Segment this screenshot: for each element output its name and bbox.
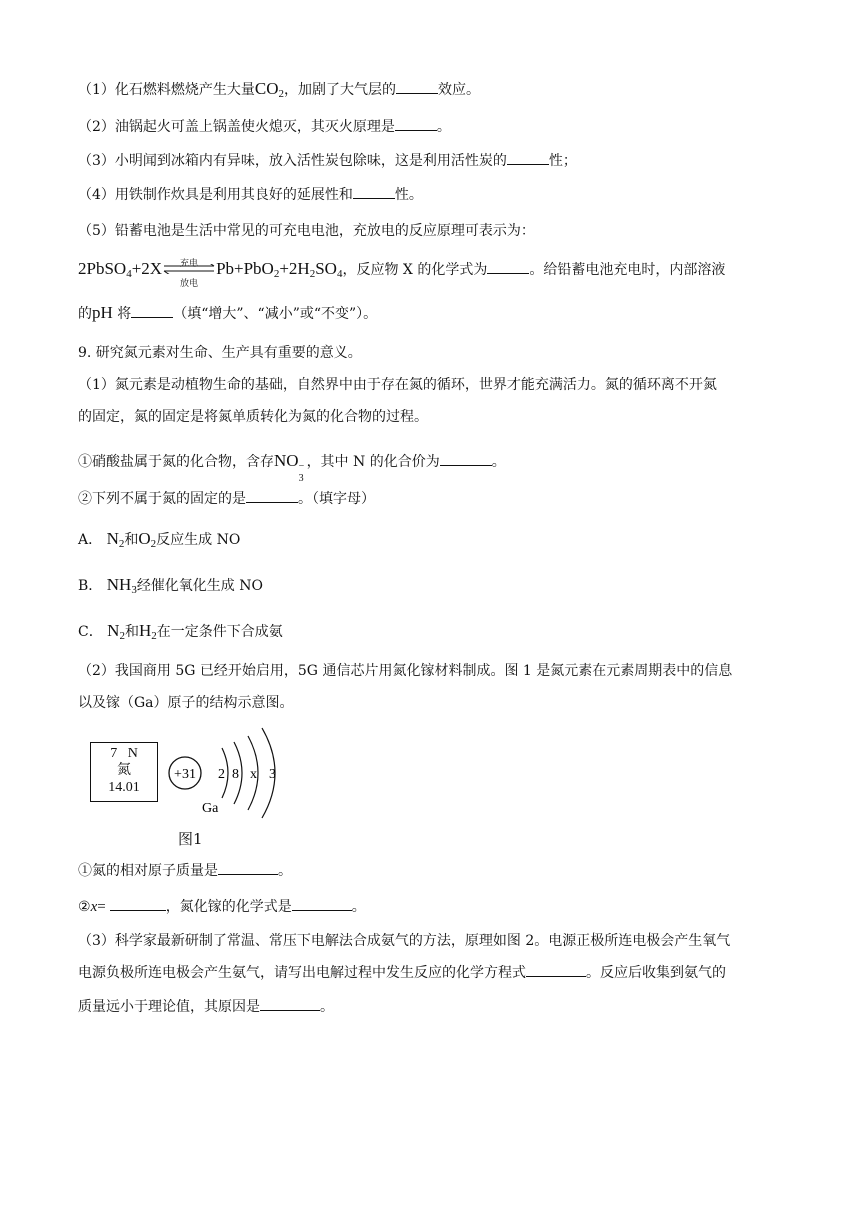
q9-p3-line3 — [78, 996, 334, 1018]
eq-text-2: 。给铅蓄电池充电时，内部溶液 — [529, 262, 726, 278]
q9-p3-line1: （3）科学家最新研制了常温、常压下电解法合成氨气的方法，原理如图 2。电源正极所连电极会产生氧气 — [78, 933, 731, 949]
periodic-table-cell — [90, 742, 158, 802]
q1-end: 效应。 — [438, 82, 481, 98]
option-c-label: C． — [78, 624, 103, 640]
shell-count-2: 8 — [232, 767, 239, 782]
nucleus-charge: +31 — [174, 767, 196, 782]
x-variable: x — [90, 899, 98, 915]
question-5-4 — [78, 184, 423, 206]
figure-1-caption: 图1 — [178, 830, 203, 848]
ph-pre: 的 — [78, 306, 92, 322]
s2-pre: ②下列不属于氮的固定的是 — [78, 491, 246, 507]
equation-rhs: $Pb+PbO_2+2H_2SO_4$ — [216, 259, 343, 280]
q9-p2-line2: 以及镓（Ga）原子的结构示意图。 — [78, 695, 294, 711]
question-9-title: 9. 研究氮元素对生命、生产具有重要的意义。 — [78, 345, 362, 361]
eq-text: ，反应物 X 的化学式为 — [342, 262, 488, 278]
p3c-end: 。 — [320, 999, 334, 1015]
q9-sub1 — [78, 450, 506, 484]
s1-end: 。 — [491, 454, 506, 470]
ph-end: （填“增大”、“减小”或“不变”）。 — [173, 306, 378, 322]
q1-text: （1）化石燃料燃烧产生大量 — [78, 82, 255, 98]
answer-blank[interactable] — [260, 998, 320, 1011]
a2-end: 。 — [351, 899, 366, 915]
q2-end: 。 — [436, 119, 451, 135]
question-5-1 — [78, 78, 480, 105]
question-5-3 — [78, 150, 577, 172]
n2-formula: $N_2$ — [106, 529, 125, 550]
reversible-arrow-icon — [162, 259, 216, 289]
answer-blank[interactable] — [487, 261, 529, 274]
answer-blank[interactable] — [218, 862, 278, 875]
option-a-label: A． — [78, 532, 103, 548]
option-b-text: 经催化氧化生成 NO — [136, 578, 263, 594]
n2-formula: $N_2$ — [107, 621, 125, 642]
q9-a2 — [78, 896, 366, 918]
q9-sub2 — [78, 488, 375, 510]
option-a-text: 反应生成 NO — [156, 532, 241, 548]
ph-symbol: pH — [92, 303, 113, 322]
atom-label: Ga — [202, 801, 219, 816]
answer-blank[interactable] — [396, 81, 438, 94]
ph-line — [78, 302, 377, 325]
q9-p3-line2 — [78, 962, 726, 984]
equation-lhs: 2PbSO$_4$+2X — [78, 259, 163, 280]
s2-end: 。（填字母） — [298, 491, 375, 507]
q9-p1-line2: 的固定，氮的固定是将氮单质转化为氮的化合物的过程。 — [78, 409, 428, 425]
q4-text: （4）用铁制作炊具是利用其良好的延展性和 — [78, 187, 353, 203]
a2-pre: ② — [78, 899, 91, 915]
question-5-5 — [78, 220, 535, 242]
q5-text: （5）铅蓄电池是生活中常见的可充电电池，充放电的反应原理可表示为： — [78, 223, 535, 239]
a1-pre: ①氮的相对原子质量是 — [78, 863, 218, 879]
atomic-mass: 14.01 — [108, 780, 140, 795]
atomic-number: 7 — [110, 746, 118, 761]
shell-count-4: 3 — [269, 767, 276, 782]
answer-blank[interactable] — [110, 898, 166, 911]
q3-end: 性； — [548, 153, 577, 169]
h2-formula: $H_2$ — [138, 621, 157, 642]
answer-blank[interactable] — [131, 305, 173, 318]
charge-label: 充电 — [180, 259, 199, 269]
option-a[interactable] — [78, 528, 240, 555]
option-c[interactable] — [78, 620, 283, 647]
answer-blank[interactable] — [507, 152, 549, 165]
p3b-pre: 电源负极所连电极会产生氨气，请写出电解过程中发生反应的化学方程式 — [78, 965, 526, 981]
option-c-text: 在一定条件下合成氨 — [156, 624, 283, 640]
answer-blank[interactable] — [353, 186, 395, 199]
element-name: 氮 — [117, 763, 131, 778]
s1-post: ，其中 N 的化合价为 — [306, 454, 440, 470]
s1-pre: ①硝酸盐属于氮的化合物，含存 — [78, 454, 274, 470]
answer-blank[interactable] — [526, 964, 586, 977]
shell-count-x: x — [250, 767, 257, 782]
answer-blank[interactable] — [292, 898, 352, 911]
option-b[interactable] — [78, 574, 263, 601]
ph-post: 将 — [117, 306, 132, 322]
q1-text-2: ，加剧了大气层的 — [284, 82, 397, 98]
p3c-pre: 质量远小于理论值，其原因是 — [78, 999, 260, 1015]
q3-text: （3）小明闻到冰箱内有异味，放入活性炭包除味，这是利用活性炭的 — [78, 153, 507, 169]
gallium-atom-diagram — [164, 726, 294, 826]
a2-mid: ，氮化镓的化学式是 — [165, 899, 292, 915]
nh3-formula: $NH_3$ — [106, 575, 137, 596]
answer-blank[interactable] — [440, 453, 492, 466]
option-b-label: B． — [78, 578, 103, 594]
question-5-2 — [78, 116, 451, 138]
battery-equation-line — [78, 258, 726, 289]
and-text: 和 — [124, 532, 139, 548]
and-text: 和 — [124, 624, 139, 640]
q9-a1 — [78, 860, 292, 882]
nitrate-formula: NO − 3 — [274, 451, 305, 484]
answer-blank[interactable] — [395, 118, 437, 131]
p3b-end: 。反应后收集到氨气的 — [586, 965, 726, 981]
q9-p1-line1: （1）氮元素是动植物生命的基础，自然界中由于存在氮的循环，世界才能充满活力。氮的循环离不开氮 — [78, 377, 717, 393]
shell-count-1: 2 — [218, 767, 225, 782]
a1-end: 。 — [278, 863, 292, 879]
answer-blank[interactable] — [246, 490, 298, 503]
q2-text: （2）油锅起火可盖上锅盖使火熄灭，其灭火原理是 — [78, 119, 395, 135]
q9-p2-line1: （2）我国商用 5G 已经开始启用，5G 通信芯片用氮化镓材料制成。图 1 是氮元素在元素周期表中的信息 — [78, 663, 733, 679]
equals-sign: = — [97, 899, 106, 915]
discharge-label: 放电 — [180, 279, 199, 289]
co2-formula: $CO_2$ — [254, 79, 285, 100]
o2-formula: $O_2$ — [138, 529, 157, 550]
element-symbol: N — [127, 746, 138, 761]
q4-end: 性。 — [394, 187, 423, 203]
